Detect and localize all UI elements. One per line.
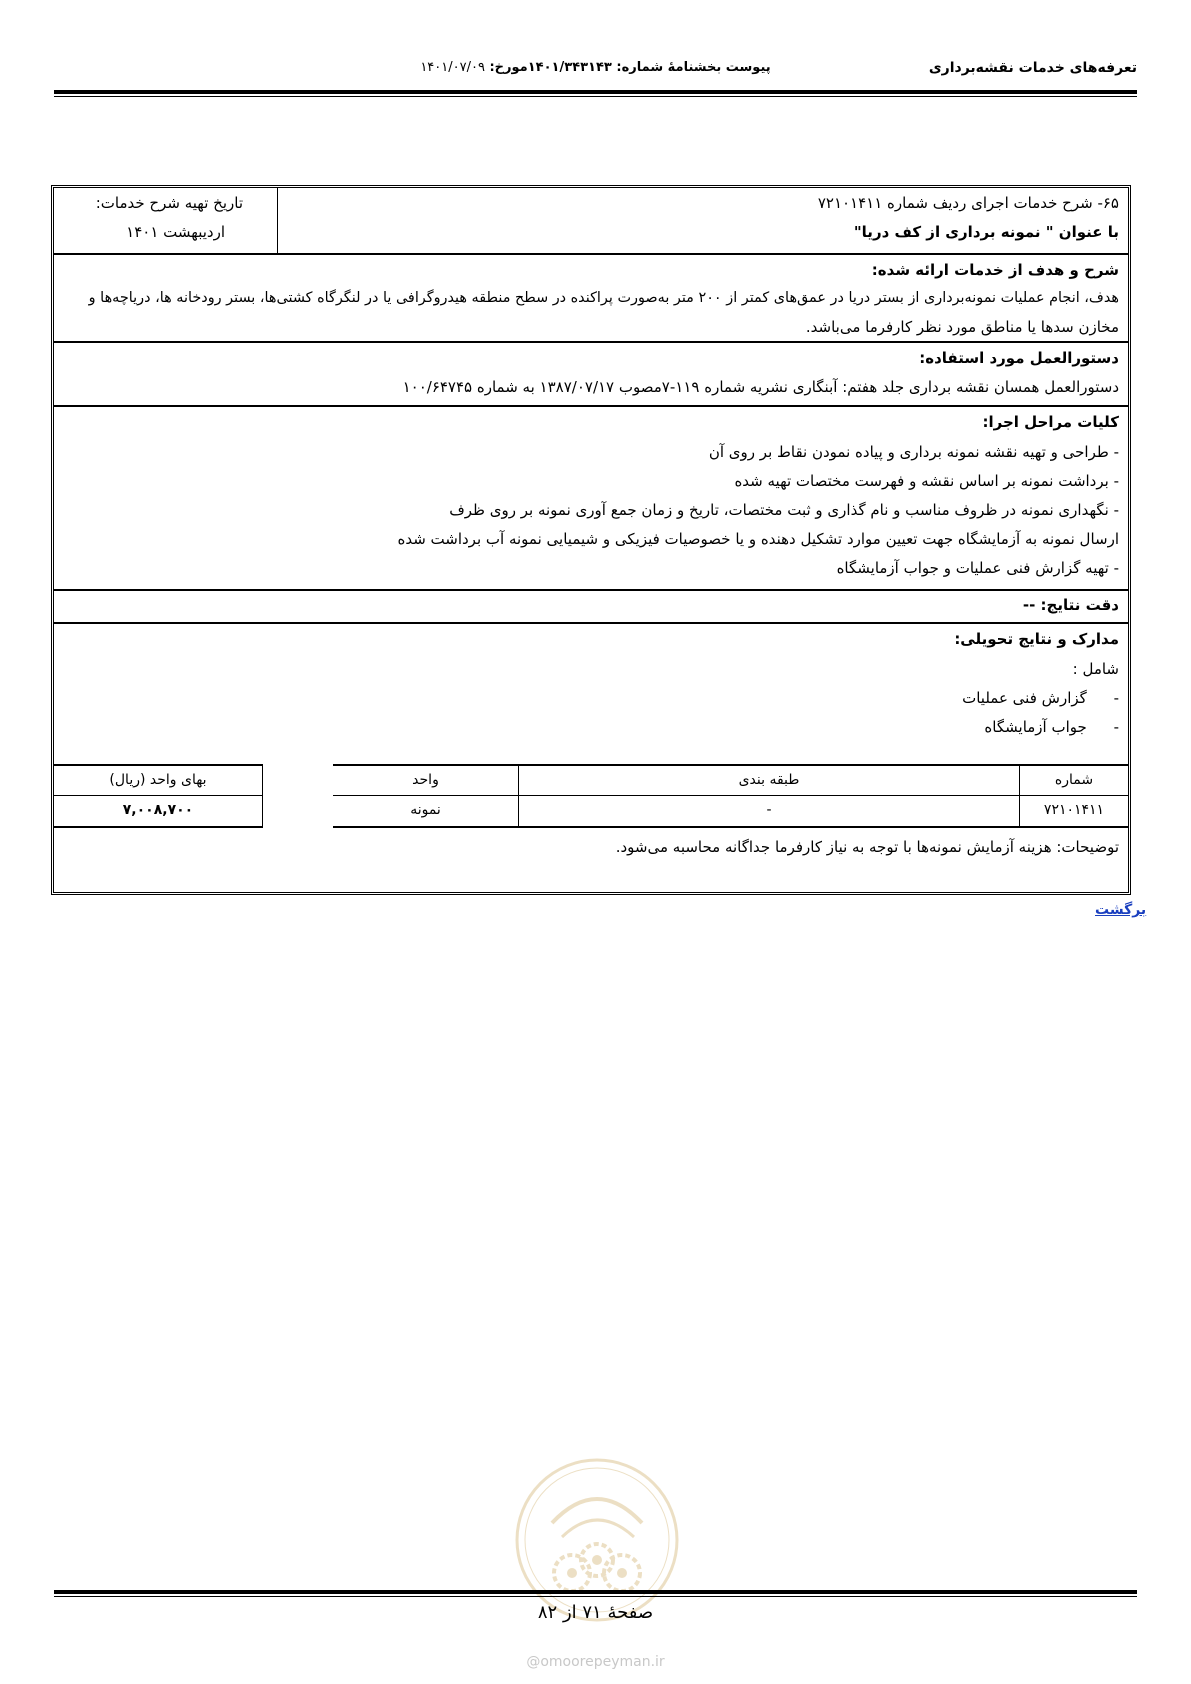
deliverable-item (984, 718, 1119, 736)
step-item: ارسال نمونه به آزمایشگاه جهت تعیین موارد تشکیل دهنده و یا خصوصیات فیزیکی و شیمیایی نمونه آب برداشت شده (397, 530, 1119, 548)
steps-section (54, 407, 1128, 591)
step-item: - برداشت نمونه بر اساس نقشه و فهرست مختصات تهیه شده (734, 472, 1119, 490)
footer-rule (54, 1590, 1137, 1594)
footer-rule-thin (54, 1596, 1137, 1597)
table-header-price: بهای واحد (ریال) (54, 764, 263, 796)
instructions-text: دستورالعمل همسان نقشه برداری جلد هفتم: آبنگاری نشریه شماره ۱۱۹-۷مصوب ۱۳۸۷/۰۷/۱۷ به شماره ۱۰۰/۶۴۷۴۵ (402, 378, 1119, 396)
site-watermark-text: @omoorepeyman.ir (526, 1654, 665, 1670)
prep-date-cell (54, 188, 278, 253)
header-reference-date: ۱۴۰۱/۰۷/۰۹ (420, 60, 485, 75)
table-cell-category: - (518, 796, 1020, 828)
accuracy-section (54, 591, 1128, 624)
page-header (54, 52, 1137, 82)
description-line-1: هدف، انجام عملیات نمونه‌برداری از بستر دریا در عمق‌های کمتر از ۲۰۰ متر به‌صورت پراکنده در سطح منطقه هیدروگرافی یا در لنگرگاه کشتی‌ها، بستر رودخانه ها، دریاچه‌ها و (88, 290, 1119, 306)
page-number: صفحهٔ ۷۱ از ۸۲ (537, 1602, 654, 1623)
deliverables-intro: شامل : (1072, 660, 1119, 678)
service-form (51, 185, 1131, 895)
header-rule-thin (54, 96, 1137, 97)
step-item: - تهیه گزارش فنی عملیات و جواب آزمایشگاه (836, 559, 1119, 577)
table-header-unit: واحد (333, 764, 518, 796)
deliverables-section (54, 624, 1128, 764)
description-heading: شرح و هدف از خدمات ارائه شده: (871, 261, 1119, 279)
table-cell-price: ۷,۰۰۸,۷۰۰ (54, 796, 263, 828)
notes-text: توضیحات: هزینه آزمایش نمونه‌ها با توجه به نیاز کارفرما جداگانه محاسبه می‌شود. (615, 838, 1119, 856)
back-link[interactable]: برگشت (1095, 902, 1147, 918)
deliverable-dash: - (1113, 689, 1119, 707)
table-header-number: شماره (1020, 764, 1128, 796)
instructions-heading: دستورالعمل مورد استفاده: (919, 349, 1119, 367)
header-rule (54, 90, 1137, 94)
header-reference (54, 60, 1137, 75)
price-table (54, 764, 1128, 828)
description-line-2: مخازن سدها یا مناطق مورد نظر کارفرما می‌باشد. (805, 318, 1119, 336)
step-item: - نگهداری نمونه در ظروف مناسب و نام گذاری و ثبت مختصات، تاریخ و زمان جمع آوری نمونه بر روی ظرف (449, 501, 1119, 519)
accuracy-heading: دقت نتایج: -- (1022, 596, 1119, 614)
watermark-logo (512, 1455, 682, 1625)
deliverable-dash: - (1113, 718, 1119, 736)
service-number-line: ۶۵- شرح خدمات اجرای ردیف شماره ۷۲۱۰۱۴۱۱ (817, 194, 1119, 212)
deliverables-heading: مدارک و نتایج تحویلی: (954, 630, 1119, 648)
deliverable-label: جواب آزمایشگاه (984, 718, 1087, 736)
instructions-section (54, 343, 1128, 407)
deliverable-label: گزارش فنی عملیات (962, 689, 1087, 707)
prep-date-label: تاریخ تهیه شرح خدمات: (95, 194, 243, 212)
steps-heading: کلیات مراحل اجرا: (982, 413, 1119, 431)
header-title: تعرفه‌های خدمات نقشه‌برداری (928, 60, 1137, 76)
service-title-section (54, 188, 1128, 255)
table-cell-number: ۷۲۱۰۱۴۱۱ (1020, 796, 1128, 828)
header-reference-number: پیوست بخشنامهٔ شماره: ۱۴۰۱/۳۴۳۱۴۳مورخ: (489, 60, 771, 75)
description-section (54, 255, 1128, 343)
service-title: با عنوان " نمونه برداری از کف دریا" (853, 223, 1119, 241)
deliverable-item (962, 689, 1119, 707)
step-item: - طراحی و تهیه نقشه نمونه برداری و پیاده نمودن نقاط بر روی آن (708, 443, 1119, 461)
table-header-category: طبقه بندی (518, 764, 1020, 796)
prep-date-value: اردیبهشت ۱۴۰۱ (126, 223, 225, 241)
table-cell-unit: نمونه (333, 796, 518, 828)
